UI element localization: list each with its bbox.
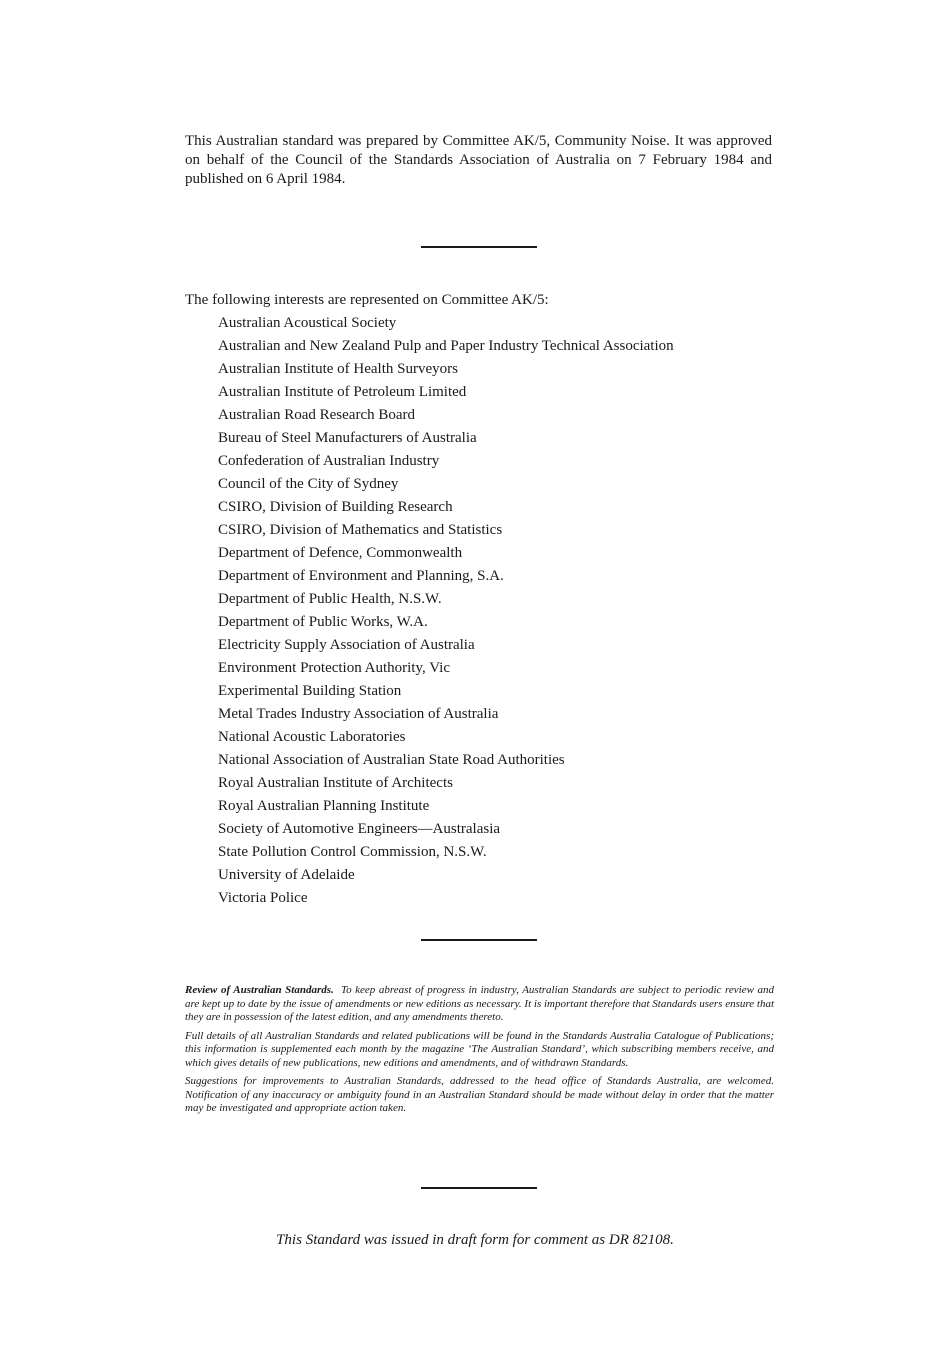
list-item: Confederation of Australian Industry <box>218 453 440 469</box>
list-item: Society of Automotive Engineers—Australasia <box>218 821 501 837</box>
review-notice <box>185 984 774 1121</box>
list-item: Electricity Supply Association of Australia <box>218 637 475 653</box>
list-item: Department of Public Works, W.A. <box>218 614 428 630</box>
section-divider <box>421 246 537 248</box>
list-item: Victoria Police <box>218 890 308 906</box>
review-lead: Review of Australian Standards. <box>185 984 334 996</box>
list-item: State Pollution Control Commission, N.S.W. <box>218 844 487 860</box>
list-item: University of Adelaide <box>218 867 355 883</box>
list-item: Council of the City of Sydney <box>218 476 399 492</box>
suggestions-paragraph: Suggestions for improvements to Australian Standards, addressed to the head office of Standards Australia, are welcomed. Notification of any inaccuracy or ambiguity found in an Australian Standard should be made without delay in order that the matter may be investigated and appropriate action taken. <box>185 1075 774 1114</box>
review-text: To keep abreast of progress in industry, Australian Standards are subject to periodic review and are kept up to date by the issue of amendments or new editions as necessary. It is important therefore that Standards users ensure that they are in possession of the latest edition, and any amendments thereto. <box>185 984 774 1023</box>
section-divider <box>421 939 537 941</box>
list-item: Department of Public Health, N.S.W. <box>218 591 442 607</box>
list-item: Australian Institute of Petroleum Limited <box>218 384 467 400</box>
committee-members-list <box>218 313 674 911</box>
list-item: Department of Environment and Planning, S.A. <box>218 568 504 584</box>
list-item: Environment Protection Authority, Vic <box>218 660 450 676</box>
list-item: Metal Trades Industry Association of Australia <box>218 706 499 722</box>
section-divider <box>421 1187 537 1189</box>
list-item: Department of Defence, Commonwealth <box>218 545 463 561</box>
catalogue-paragraph: Full details of all Australian Standards and related publications will be found in the Standards Australia Catalogue of Publications; this information is supplemented each month by the magazine ‘The Australian Standard’, which subscribing members receive, and which gives details of new publications, new editions and amendments, and of withdrawn Standards. <box>185 1029 774 1069</box>
list-item: Australian Road Research Board <box>218 407 416 423</box>
draft-note: This Standard was issued in draft form for comment as DR 82108. <box>276 1232 674 1248</box>
review-paragraph <box>185 984 774 1025</box>
list-item: Australian Acoustical Society <box>218 315 397 331</box>
list-item: CSIRO, Division of Building Research <box>218 499 453 515</box>
list-item: Royal Australian Planning Institute <box>218 798 430 814</box>
list-item: Australian and New Zealand Pulp and Paper Industry Technical Association <box>218 338 674 354</box>
committee-heading: The following interests are represented on Committee AK/5: <box>185 292 549 308</box>
list-item: Royal Australian Institute of Architects <box>218 775 453 791</box>
list-item: CSIRO, Division of Mathematics and Statistics <box>218 522 503 538</box>
list-item: Australian Institute of Health Surveyors <box>218 361 458 377</box>
preparation-statement: This Australian standard was prepared by Committee AK/5, Community Noise. It was approved on behalf of the Council of the Standards Association of Australia on 7 February 1984 and published on 6 April 1984. <box>185 133 772 187</box>
list-item: National Acoustic Laboratories <box>218 729 406 745</box>
list-item: Experimental Building Station <box>218 683 402 699</box>
list-item: National Association of Australian State Road Authorities <box>218 752 565 768</box>
list-item: Bureau of Steel Manufacturers of Australia <box>218 430 477 446</box>
